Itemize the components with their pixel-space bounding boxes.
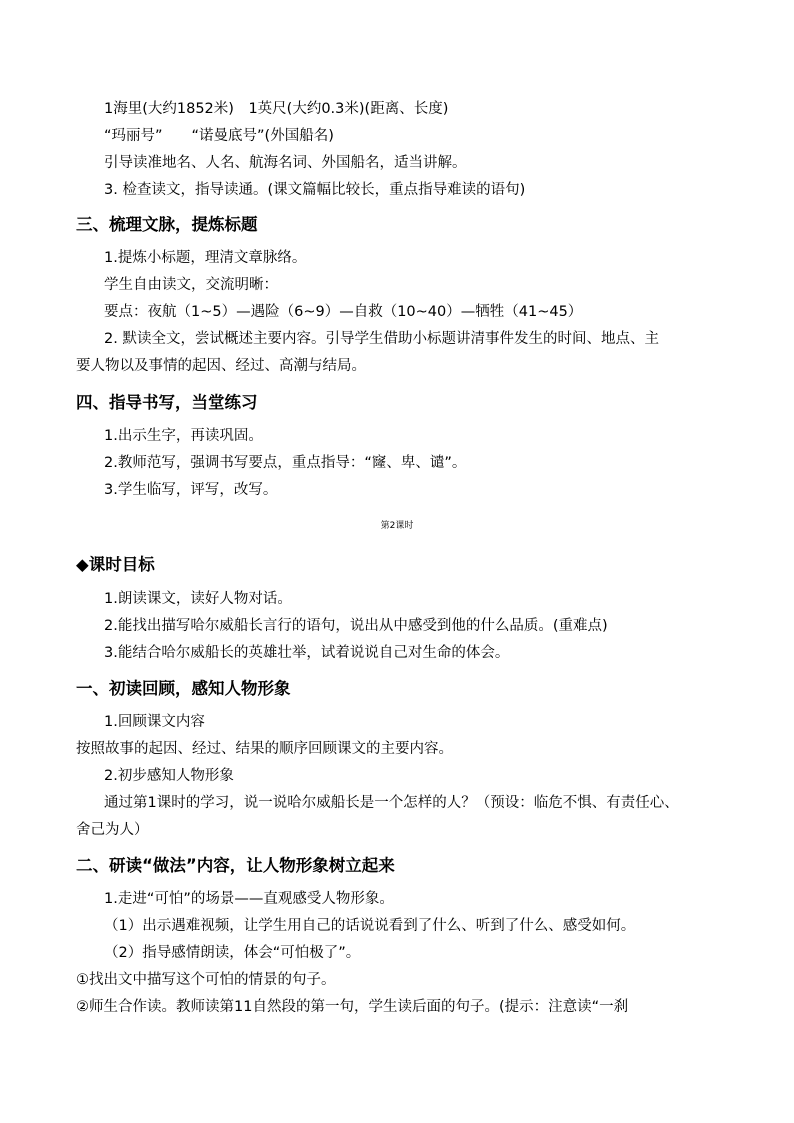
text-line: 学生自由读文，交流明晰： xyxy=(104,277,278,293)
text-line: 1.提炼小标题，理清文章脉络。 xyxy=(104,250,307,266)
text-line: 1海里(大约1852米) 1英尺(大约0.3米)(距离、长度) xyxy=(104,101,449,117)
text-line: 要点：夜航（1~5）—遇险（6~9）—自救（10~40）—牺牲（41~45） xyxy=(104,304,583,320)
text-line: 2.能找出描写哈尔威船长言行的语句，说出从中感受到他的什么品质。(重难点) xyxy=(104,618,608,634)
text-line: 引导读准地名、人名、航海名词、外国船名，适当讲解。 xyxy=(104,155,467,171)
text-line: 舍己为人） xyxy=(76,822,149,838)
text-line: 2.教师范写，强调书写要点，重点指导：“窿、卑、谴”。 xyxy=(104,455,467,471)
text-line: “玛丽号” “诺曼底号”(外国船名) xyxy=(104,128,334,144)
text-line: ①找出文中描写这个可怕的情景的句子。 xyxy=(76,972,336,988)
text-line: 2. 默读全文，尝试概述主要内容。引导学生借助小标题讲清事件发生的时间、地点、主 xyxy=(104,331,659,347)
text-line: ②师生合作读。教师读第11自然段的第一句，学生读后面的句子。(提示：注意读“一刹 xyxy=(76,999,629,1015)
text-line: 3.学生临写，评写，改写。 xyxy=(104,482,278,498)
text-line: 2.初步感知人物形象 xyxy=(104,768,234,784)
text-line: 3.能结合哈尔威船长的英雄壮举，试着说说自己对生命的体会。 xyxy=(104,645,510,661)
text-line: 按照故事的起因、经过、结果的顺序回顾课文的主要内容。 xyxy=(76,741,453,757)
text-line: 要人物以及事情的起因、经过、高潮与结局。 xyxy=(76,358,366,374)
text-line: （2）指导感情朗读，体会“可怕极了”。 xyxy=(104,945,361,961)
section-heading: ◆课时目标 xyxy=(76,555,155,574)
text-line: 1.回顾课文内容 xyxy=(104,714,205,730)
text-line: 通过第1课时的学习，说一说哈尔威船长是一个怎样的人？（预设：临危不惧、有责任心、 xyxy=(104,795,679,811)
lesson-title: 第2课时 xyxy=(380,521,414,531)
section-heading: 一、初读回顾，感知人物形象 xyxy=(76,679,291,698)
section-heading: 三、梳理文脉，提炼标题 xyxy=(76,215,258,234)
text-line: 1.朗读课文，读好人物对话。 xyxy=(104,591,292,607)
text-line: （1）出示遇难视频，让学生用自己的话说说看到了什么、听到了什么、感受如何。 xyxy=(104,918,636,934)
section-heading: 二、研读“做法”内容，让人物形象树立起来 xyxy=(76,856,395,875)
section-heading: 四、指导书写，当堂练习 xyxy=(76,393,258,412)
text-line: 1.走进“可怕”的场景——直观感受人物形象。 xyxy=(104,891,394,907)
text-line: 3. 检查读文，指导读通。(课文篇幅比较长，重点指导难读的语句) xyxy=(104,182,526,198)
text-line: 1.出示生字，再读巩固。 xyxy=(104,428,263,444)
